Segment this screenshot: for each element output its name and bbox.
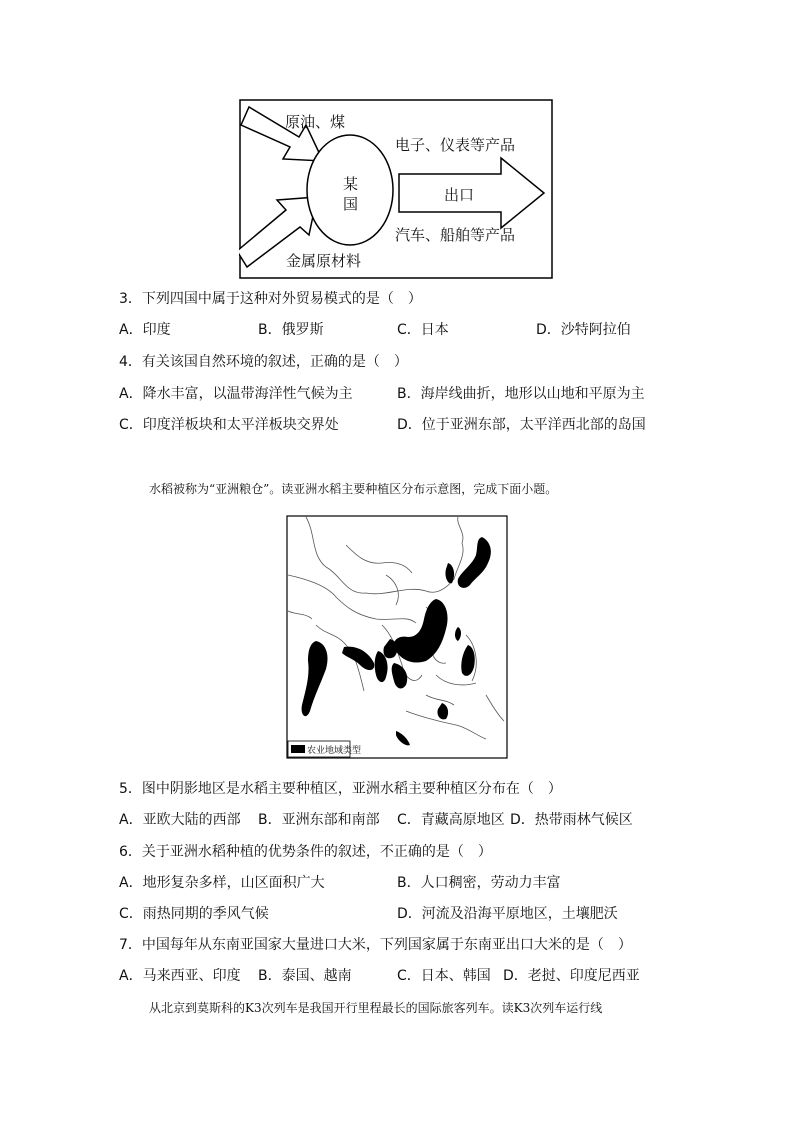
trade-diagram — [239, 99, 553, 279]
question-6-stem: 6．关于亚洲水稻种植的优势条件的叙述，不正确的是（ ） — [119, 844, 492, 860]
q4-option-a[interactable]: A．降水丰富，以温带海洋性气候为主 — [119, 386, 353, 402]
q4-option-c[interactable]: C．印度洋板块和太平洋板块交界处 — [119, 417, 339, 433]
export-label: 出口 — [444, 186, 475, 204]
q7-option-a[interactable]: A．马来西亚、印度 — [119, 968, 241, 984]
rice-map — [286, 515, 508, 759]
output-label-bottom: 汽车、船舶等产品 — [395, 226, 516, 244]
question-5-stem: 5．图中阴影地区是水稻主要种植区，亚洲水稻主要种植区分布在（ ） — [119, 781, 562, 797]
q5-option-a[interactable]: A．亚欧大陆的西部 — [119, 812, 241, 828]
train-intro: 从北京到莫斯科的K3次列车是我国开行里程最长的国际旅客列车。读K3次列车运行线 — [149, 1001, 603, 1015]
q6-option-d[interactable]: D．河流及沿海平原地区，土壤肥沃 — [397, 906, 618, 922]
rice-intro: 水稻被称为“亚洲粮仓”。读亚洲水稻主要种植区分布示意图，完成下面小题。 — [149, 482, 558, 496]
q7-option-b[interactable]: B．泰国、越南 — [258, 968, 352, 984]
q3-option-d[interactable]: D．沙特阿拉伯 — [536, 322, 631, 338]
q5-option-d[interactable]: D．热带雨林气候区 — [510, 812, 633, 828]
country-label-2: 国 — [343, 195, 359, 213]
q4-option-b[interactable]: B．海岸线曲折，地形以山地和平原为主 — [397, 386, 645, 402]
q5-option-c[interactable]: C．青藏高原地区 — [397, 812, 505, 828]
q3-option-b[interactable]: B．俄罗斯 — [258, 322, 324, 338]
input-label-bottom: 金属原材料 — [286, 252, 362, 270]
question-7-stem: 7．中国每年从东南亚国家大量进口大米，下列国家属于东南亚出口大米的是（ ） — [119, 937, 632, 953]
q3-option-a[interactable]: A．印度 — [119, 322, 171, 338]
rice-map-figure — [286, 515, 508, 759]
country-label-1: 某 — [343, 175, 359, 193]
q7-option-d[interactable]: D．老挝、印度尼西亚 — [503, 968, 640, 984]
input-label-top: 原油、煤 — [285, 113, 346, 131]
output-label-top: 电子、仪表等产品 — [395, 136, 516, 154]
q6-option-a[interactable]: A．地形复杂多样，山区面积广大 — [119, 875, 325, 891]
q3-option-c[interactable]: C．日本 — [397, 322, 449, 338]
q7-option-c[interactable]: C．日本、韩国 — [397, 968, 491, 984]
q5-option-b[interactable]: B．亚洲东部和南部 — [258, 812, 380, 828]
question-4-stem: 4．有关该国自然环境的叙述，正确的是（ ） — [119, 354, 408, 370]
legend-swatch — [291, 745, 305, 753]
legend-label: 农业地域类型 — [307, 746, 362, 756]
q4-option-d[interactable]: D．位于亚洲东部，太平洋西北部的岛国 — [397, 417, 646, 433]
q6-option-c[interactable]: C．雨热同期的季风气候 — [119, 906, 269, 922]
question-3-stem: 3．下列四国中属于这种对外贸易模式的是（ ） — [119, 291, 422, 307]
q6-option-b[interactable]: B．人口稠密，劳动力丰富 — [397, 875, 561, 891]
